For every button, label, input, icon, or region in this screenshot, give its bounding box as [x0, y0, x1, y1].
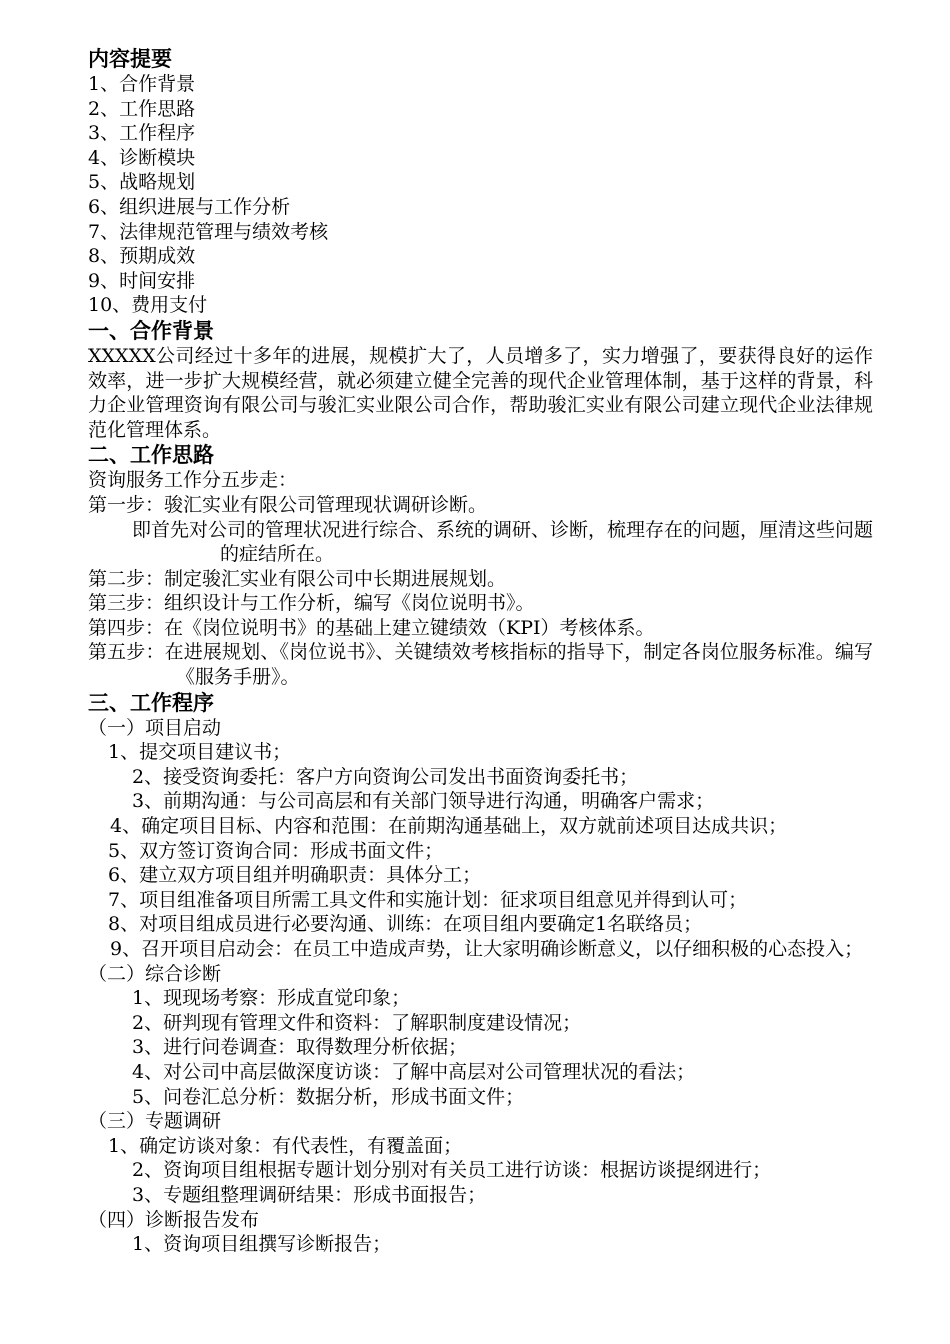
part1-item: 2、接受资询委托：客户方向资询公司发出书面资询委托书；: [132, 765, 639, 788]
part3-item: 3、专题组整理调研结果：形成书面报告；: [132, 1183, 487, 1206]
summary-item: 7、法律规范管理与绩效考核: [88, 220, 329, 243]
summary-item: 2、工作思路: [88, 97, 196, 120]
summary-item: 3、工作程序: [88, 122, 196, 145]
part3-item: 2、资询项目组根据专题计划分别对有关员工进行访谈：根据访谈提纲进行；: [132, 1159, 772, 1182]
part1-item: 1、提交项目建议书；: [108, 741, 292, 764]
section2-heading: 二、工作思路: [88, 443, 214, 468]
summary-item: 10、费用支付: [88, 294, 208, 317]
summary-heading: 内容提要: [88, 47, 172, 71]
summary-item: 6、组织进展与工作分析: [88, 195, 291, 218]
part2-item: 3、进行问卷调查：取得数理分析依据；: [132, 1036, 468, 1059]
summary-item: 8、预期成效: [88, 245, 196, 268]
part3-title: （三）专题调研: [88, 1110, 222, 1133]
part1-title: （一）项目启动: [88, 716, 222, 739]
step-2: 第二步：制定骏汇实业有限公司中长期进展规划。: [88, 567, 507, 590]
part2-item: 5、问卷汇总分析：数据分析，形成书面文件；: [132, 1085, 525, 1108]
summary-item: 5、战略规划: [88, 171, 196, 194]
step-4: 第四步：在《岗位说明书》的基础上建立键绩效（KPI）考核体系。: [88, 616, 655, 639]
step-1: 第一步：骏汇实业有限公司管理现状调研诊断。: [88, 493, 488, 516]
part1-item: 5、双方签订资询合同：形成书面文件；: [108, 839, 444, 862]
part3-item: 1、确定访谈对象：有代表性，有覆盖面；: [108, 1134, 463, 1157]
part4-item: 1、资询项目组撰写诊断报告；: [132, 1233, 392, 1256]
part1-item: 9、召开项目启动会：在员工中造成声势，让大家明确诊断意义，以仔细积极的心态投入；: [110, 938, 864, 960]
part1-item: 3、前期沟通：与公司高层和有关部门领导进行沟通，明确客户需求；: [132, 790, 715, 813]
section3-heading: 三、工作程序: [88, 690, 214, 715]
summary-item: 4、诊断模块: [88, 146, 196, 169]
part2-item: 1、现现场考察：形成直觉印象；: [132, 987, 411, 1010]
summary-item: 9、时间安排: [88, 269, 196, 292]
step-5: 第五步：在进展规划、《岗位说书》、关键绩效考核指标的指导下，制定各岗位服务标准。编写《服务手册》。: [88, 641, 873, 689]
part2-item: 2、研判现有管理文件和资料：了解职制度建设情况；: [132, 1011, 582, 1034]
section1-paragraph: XXXXX公司经过十多年的进展，规模扩大了，人员增多了，实力增强了，要获得良好的运作效率，进一步扩大规模经营，就必须建立健全完善的现代企业管理体制，基于这样的背景，科力企业管理资询有限公司与骏汇实业限公司合作，帮助骏汇实业有限公司建立现代企业法律规范化管理体系。: [88, 344, 873, 441]
step-3: 第三步：组织设计与工作分析，编写《岗位说明书》。: [88, 592, 535, 615]
section1-heading: 一、合作背景: [88, 318, 214, 343]
part2-title: （二）综合诊断: [88, 962, 222, 985]
part1-item: 6、建立双方项目组并明确职责：具体分工；: [108, 864, 482, 887]
part1-item: 7、项目组准备项目所需工具文件和实施计划：征求项目组意见并得到认可；: [108, 888, 748, 911]
section2-intro: 资询服务工作分五步走：: [88, 469, 298, 492]
document-page: [88, 46, 873, 1257]
step-1-detail: 即首先对公司的管理状况进行综合、系统的调研、诊断，梳理存在的问题，厘清这些问题的症结所在。: [132, 518, 874, 566]
summary-item: 1、合作背景: [88, 73, 196, 95]
part2-item: 4、对公司中高层做深度访谈：了解中高层对公司管理状况的看法；: [132, 1060, 696, 1083]
part1-item: 8、对项目组成员进行必要沟通、训练：在项目组内要确定1名联络员；: [108, 913, 703, 936]
part4-title: （四）诊断报告发布: [88, 1208, 260, 1231]
part1-item: 4、确定项目目标、内容和范围：在前期沟通基础上，双方就前述项目达成共识；: [110, 815, 788, 838]
